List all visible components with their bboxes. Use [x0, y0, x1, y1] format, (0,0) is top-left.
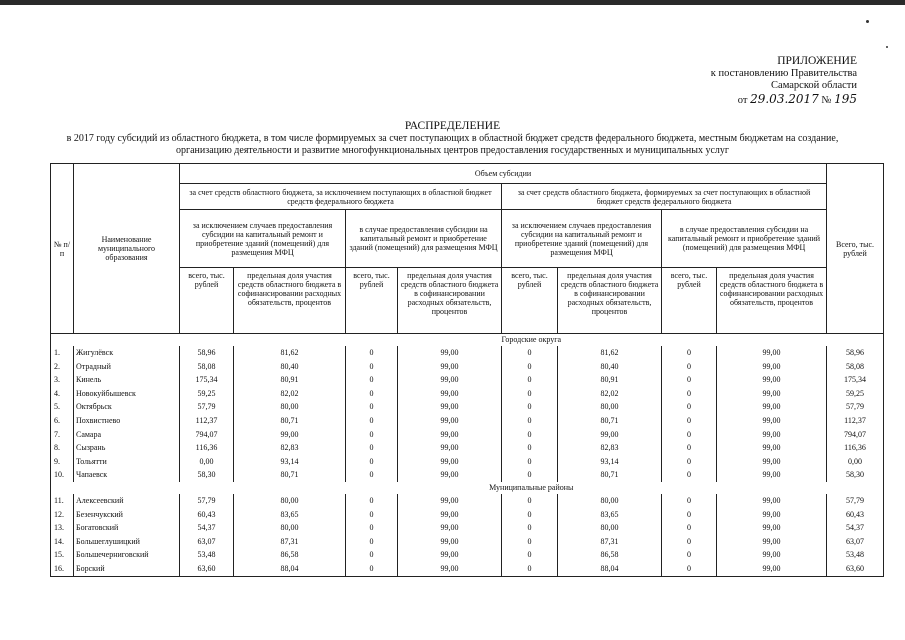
value-cell-c4: 99,00 [398, 468, 502, 482]
value-cell-c9: 58,08 [827, 360, 884, 374]
value-cell-c3: 0 [346, 535, 398, 549]
appendix-line-2: Самарской области [771, 80, 857, 91]
value-cell-c5: 0 [502, 400, 558, 414]
table-row [51, 441, 884, 455]
table-row [51, 387, 884, 401]
value-cell-c5: 0 [502, 468, 558, 482]
municipality-name: Похвистнево [74, 414, 180, 428]
municipality-name: Чапаевск [74, 468, 180, 482]
header-total-2: всего, тыс. рублей [346, 268, 398, 334]
value-cell-c5: 0 [502, 494, 558, 508]
section-label: Городские округа [180, 334, 884, 347]
value-cell-c6: 80,71 [558, 414, 662, 428]
value-cell-c4: 99,00 [398, 373, 502, 387]
section-label: Муниципальные районы [180, 482, 884, 494]
appendix-title: ПРИЛОЖЕНИЕ [777, 55, 857, 67]
value-cell-c6: 82,02 [558, 387, 662, 401]
value-cell-c8: 99,00 [717, 441, 827, 455]
municipality-name: Борский [74, 562, 180, 576]
value-cell-c8: 99,00 [717, 428, 827, 442]
table-row [51, 562, 884, 576]
municipality-name: Тольятти [74, 455, 180, 469]
row-number: 9. [51, 455, 74, 469]
header-total-1: всего, тыс. рублей [180, 268, 234, 334]
value-cell-c5: 0 [502, 414, 558, 428]
value-cell-c1: 53,48 [180, 548, 234, 562]
value-cell-c4: 99,00 [398, 387, 502, 401]
value-cell-c1: 63,60 [180, 562, 234, 576]
section-spacer [51, 334, 180, 347]
table-row [51, 548, 884, 562]
header-share-4: предельная доля участия средств областного бюджета в софинансировании расходных обязательств, процентов [717, 268, 827, 334]
value-cell-c8: 99,00 [717, 562, 827, 576]
table-row [51, 521, 884, 535]
value-cell-c2: 80,00 [234, 400, 346, 414]
value-cell-c7: 0 [662, 455, 717, 469]
value-cell-c7: 0 [662, 548, 717, 562]
value-cell-c8: 99,00 [717, 494, 827, 508]
header-num: № п/п [51, 164, 74, 334]
value-cell-c1: 58,30 [180, 468, 234, 482]
value-cell-c2: 82,02 [234, 387, 346, 401]
value-cell-c9: 58,96 [827, 346, 884, 360]
scan-speck [886, 46, 888, 48]
table-row [51, 494, 884, 508]
row-number: 5. [51, 400, 74, 414]
row-number: 6. [51, 414, 74, 428]
value-cell-c9: 59,25 [827, 387, 884, 401]
value-cell-c3: 0 [346, 414, 398, 428]
value-cell-c9: 112,37 [827, 414, 884, 428]
value-cell-c2: 80,71 [234, 468, 346, 482]
row-number: 12. [51, 508, 74, 522]
appendix-header [711, 55, 857, 107]
municipality-name: Алексеевский [74, 494, 180, 508]
row-number: 8. [51, 441, 74, 455]
table-row [51, 400, 884, 414]
table-row [51, 455, 884, 469]
value-cell-c8: 99,00 [717, 414, 827, 428]
value-cell-c8: 99,00 [717, 468, 827, 482]
value-cell-c4: 99,00 [398, 414, 502, 428]
value-cell-c3: 0 [346, 548, 398, 562]
value-cell-c3: 0 [346, 455, 398, 469]
value-cell-c2: 93,14 [234, 455, 346, 469]
value-cell-c5: 0 [502, 548, 558, 562]
value-cell-c5: 0 [502, 373, 558, 387]
municipality-name: Жигулёвск [74, 346, 180, 360]
value-cell-c6: 83,65 [558, 508, 662, 522]
row-number: 3. [51, 373, 74, 387]
value-cell-c1: 57,79 [180, 400, 234, 414]
value-cell-c5: 0 [502, 562, 558, 576]
municipality-name: Новокуйбышевск [74, 387, 180, 401]
municipality-name: Кинель [74, 373, 180, 387]
value-cell-c2: 80,71 [234, 414, 346, 428]
value-cell-c7: 0 [662, 346, 717, 360]
value-cell-c9: 54,37 [827, 521, 884, 535]
value-cell-c8: 99,00 [717, 455, 827, 469]
value-cell-c1: 112,37 [180, 414, 234, 428]
value-cell-c1: 63,07 [180, 535, 234, 549]
header-grand-total: Всего, тыс. рублей [827, 164, 884, 334]
municipality-name: Самара [74, 428, 180, 442]
row-number: 2. [51, 360, 74, 374]
row-number: 7. [51, 428, 74, 442]
header-regional-except: за исключением случаев предоставления субсидии на капитальный ремонт и приобретение зданий (помещений) для размещения МФЦ [180, 210, 346, 268]
value-cell-c9: 63,60 [827, 562, 884, 576]
header-regional-case: в случае предоставления субсидии на капитальный ремонт и приобретение зданий (помещений) для размещения МФЦ [346, 210, 502, 268]
value-cell-c9: 57,79 [827, 400, 884, 414]
value-cell-c5: 0 [502, 387, 558, 401]
handwritten-number: 195 [834, 91, 857, 106]
value-cell-c3: 0 [346, 373, 398, 387]
value-cell-c4: 99,00 [398, 521, 502, 535]
value-cell-c7: 0 [662, 508, 717, 522]
section-row [51, 334, 884, 347]
appendix-line-1: к постановлению Правительства [710, 67, 857, 79]
scan-speck [866, 20, 869, 23]
value-cell-c9: 0,00 [827, 455, 884, 469]
value-cell-c8: 99,00 [717, 346, 827, 360]
value-cell-c6: 81,62 [558, 346, 662, 360]
value-cell-c1: 57,79 [180, 494, 234, 508]
value-cell-c8: 99,00 [717, 548, 827, 562]
value-cell-c6: 80,00 [558, 521, 662, 535]
table-row [51, 468, 884, 482]
header-share-2: предельная доля участия средств областного бюджета в софинансировании расходных обязательств, процентов [398, 268, 502, 334]
value-cell-c6: 93,14 [558, 455, 662, 469]
value-cell-c5: 0 [502, 455, 558, 469]
value-cell-c2: 80,40 [234, 360, 346, 374]
value-cell-c9: 53,48 [827, 548, 884, 562]
value-cell-c4: 99,00 [398, 455, 502, 469]
value-cell-c9: 175,34 [827, 373, 884, 387]
section-spacer [51, 482, 180, 494]
header-total-4: всего, тыс. рублей [662, 268, 717, 334]
table-row [51, 346, 884, 360]
value-cell-c3: 0 [346, 521, 398, 535]
value-cell-c2: 80,91 [234, 373, 346, 387]
handwritten-date: 29.03.2017 [750, 91, 819, 106]
value-cell-c1: 58,96 [180, 346, 234, 360]
value-cell-c3: 0 [346, 508, 398, 522]
value-cell-c4: 99,00 [398, 548, 502, 562]
value-cell-c1: 54,37 [180, 521, 234, 535]
municipality-name: Большеглушицкий [74, 535, 180, 549]
value-cell-c7: 0 [662, 400, 717, 414]
header-share-1: предельная доля участия средств областного бюджета в софинансировании расходных обязательств, процентов [234, 268, 346, 334]
value-cell-c4: 99,00 [398, 494, 502, 508]
value-cell-c3: 0 [346, 387, 398, 401]
value-cell-c7: 0 [662, 373, 717, 387]
value-cell-c2: 83,65 [234, 508, 346, 522]
value-cell-c2: 87,31 [234, 535, 346, 549]
value-cell-c1: 59,25 [180, 387, 234, 401]
value-cell-c3: 0 [346, 468, 398, 482]
header-federal-except: за исключением случаев предоставления субсидии на капитальный ремонт и приобретение зданий (помещений) для размещения МФЦ [502, 210, 662, 268]
subsidy-table [50, 163, 884, 577]
value-cell-c2: 88,04 [234, 562, 346, 576]
value-cell-c8: 99,00 [717, 387, 827, 401]
row-number: 16. [51, 562, 74, 576]
value-cell-c9: 794,07 [827, 428, 884, 442]
value-cell-c5: 0 [502, 441, 558, 455]
value-cell-c7: 0 [662, 468, 717, 482]
row-number: 15. [51, 548, 74, 562]
value-cell-c5: 0 [502, 508, 558, 522]
municipality-name: Безенчукский [74, 508, 180, 522]
value-cell-c9: 57,79 [827, 494, 884, 508]
value-cell-c7: 0 [662, 428, 717, 442]
municipality-name: Богатовский [74, 521, 180, 535]
value-cell-c3: 0 [346, 428, 398, 442]
value-cell-c8: 99,00 [717, 535, 827, 549]
value-cell-c7: 0 [662, 521, 717, 535]
row-number: 11. [51, 494, 74, 508]
value-cell-c8: 99,00 [717, 400, 827, 414]
section-row [51, 482, 884, 494]
value-cell-c4: 99,00 [398, 360, 502, 374]
value-cell-c5: 0 [502, 360, 558, 374]
document-title: РАСПРЕДЕЛЕНИЕ [404, 120, 501, 132]
value-cell-c7: 0 [662, 494, 717, 508]
value-cell-c8: 99,00 [717, 508, 827, 522]
value-cell-c7: 0 [662, 441, 717, 455]
row-number: 4. [51, 387, 74, 401]
table-body [51, 334, 884, 577]
municipality-name: Большечерниговский [74, 548, 180, 562]
value-cell-c7: 0 [662, 535, 717, 549]
municipality-name: Сызрань [74, 441, 180, 455]
value-cell-c4: 99,00 [398, 535, 502, 549]
value-cell-c7: 0 [662, 414, 717, 428]
header-share-3: предельная доля участия средств областного бюджета в софинансировании расходных обязательств, процентов [558, 268, 662, 334]
header-group-regional: за счет средств областного бюджета, за исключением поступающих в областной бюджет средств федерального бюджета [180, 184, 502, 210]
value-cell-c6: 80,91 [558, 373, 662, 387]
row-number: 13. [51, 521, 74, 535]
value-cell-c6: 87,31 [558, 535, 662, 549]
value-cell-c5: 0 [502, 535, 558, 549]
value-cell-c3: 0 [346, 346, 398, 360]
table-row [51, 414, 884, 428]
value-cell-c2: 81,62 [234, 346, 346, 360]
value-cell-c6: 99,00 [558, 428, 662, 442]
value-cell-c1: 116,36 [180, 441, 234, 455]
document-subtitle: в 2017 году субсидий из областного бюджета, в том числе формируемых за счет поступающих в областной бюджет средств федерального бюджета, местным бюджетам на создание, организацию деятельности и развитие многофункциональных центров предоставления государственных и муниципальных услуг [66, 133, 839, 156]
value-cell-c9: 60,43 [827, 508, 884, 522]
value-cell-c2: 82,83 [234, 441, 346, 455]
value-cell-c3: 0 [346, 360, 398, 374]
value-cell-c6: 88,04 [558, 562, 662, 576]
table-row [51, 428, 884, 442]
header-name: Наименование муниципального образования [74, 164, 180, 334]
value-cell-c4: 99,00 [398, 346, 502, 360]
value-cell-c4: 99,00 [398, 441, 502, 455]
value-cell-c1: 175,34 [180, 373, 234, 387]
row-number: 1. [51, 346, 74, 360]
number-label: № [821, 94, 832, 106]
value-cell-c3: 0 [346, 441, 398, 455]
value-cell-c7: 0 [662, 387, 717, 401]
value-cell-c5: 0 [502, 346, 558, 360]
value-cell-c9: 58,30 [827, 468, 884, 482]
table-row [51, 373, 884, 387]
value-cell-c4: 99,00 [398, 428, 502, 442]
value-cell-c3: 0 [346, 494, 398, 508]
row-number: 10. [51, 468, 74, 482]
municipality-name: Октябрьск [74, 400, 180, 414]
value-cell-c2: 80,00 [234, 521, 346, 535]
value-cell-c7: 0 [662, 360, 717, 374]
value-cell-c8: 99,00 [717, 373, 827, 387]
value-cell-c2: 86,58 [234, 548, 346, 562]
value-cell-c6: 80,00 [558, 494, 662, 508]
value-cell-c8: 99,00 [717, 360, 827, 374]
header-volume: Объем субсидии [180, 164, 827, 184]
appendix-date-line [711, 93, 857, 108]
value-cell-c4: 99,00 [398, 508, 502, 522]
value-cell-c2: 80,00 [234, 494, 346, 508]
value-cell-c7: 0 [662, 562, 717, 576]
value-cell-c6: 82,83 [558, 441, 662, 455]
value-cell-c9: 63,07 [827, 535, 884, 549]
value-cell-c3: 0 [346, 562, 398, 576]
value-cell-c6: 86,58 [558, 548, 662, 562]
row-number: 14. [51, 535, 74, 549]
value-cell-c1: 60,43 [180, 508, 234, 522]
table-row [51, 535, 884, 549]
value-cell-c4: 99,00 [398, 562, 502, 576]
value-cell-c5: 0 [502, 428, 558, 442]
from-label: от [737, 94, 748, 106]
value-cell-c9: 116,36 [827, 441, 884, 455]
value-cell-c1: 58,08 [180, 360, 234, 374]
table-row [51, 360, 884, 374]
value-cell-c6: 80,40 [558, 360, 662, 374]
table-row [51, 508, 884, 522]
value-cell-c6: 80,00 [558, 400, 662, 414]
header-total-3: всего, тыс. рублей [502, 268, 558, 334]
value-cell-c1: 794,07 [180, 428, 234, 442]
value-cell-c5: 0 [502, 521, 558, 535]
value-cell-c1: 0,00 [180, 455, 234, 469]
value-cell-c4: 99,00 [398, 400, 502, 414]
value-cell-c6: 80,71 [558, 468, 662, 482]
value-cell-c8: 99,00 [717, 521, 827, 535]
scan-top-edge [0, 0, 905, 5]
value-cell-c2: 99,00 [234, 428, 346, 442]
value-cell-c3: 0 [346, 400, 398, 414]
header-group-federal: за счет средств областного бюджета, формируемых за счет поступающих в областной бюджет средств федерального бюджета [502, 184, 827, 210]
municipality-name: Отрадный [74, 360, 180, 374]
header-federal-case: в случае предоставления субсидии на капитальный ремонт и приобретение зданий (помещений) для размещения МФЦ [662, 210, 827, 268]
